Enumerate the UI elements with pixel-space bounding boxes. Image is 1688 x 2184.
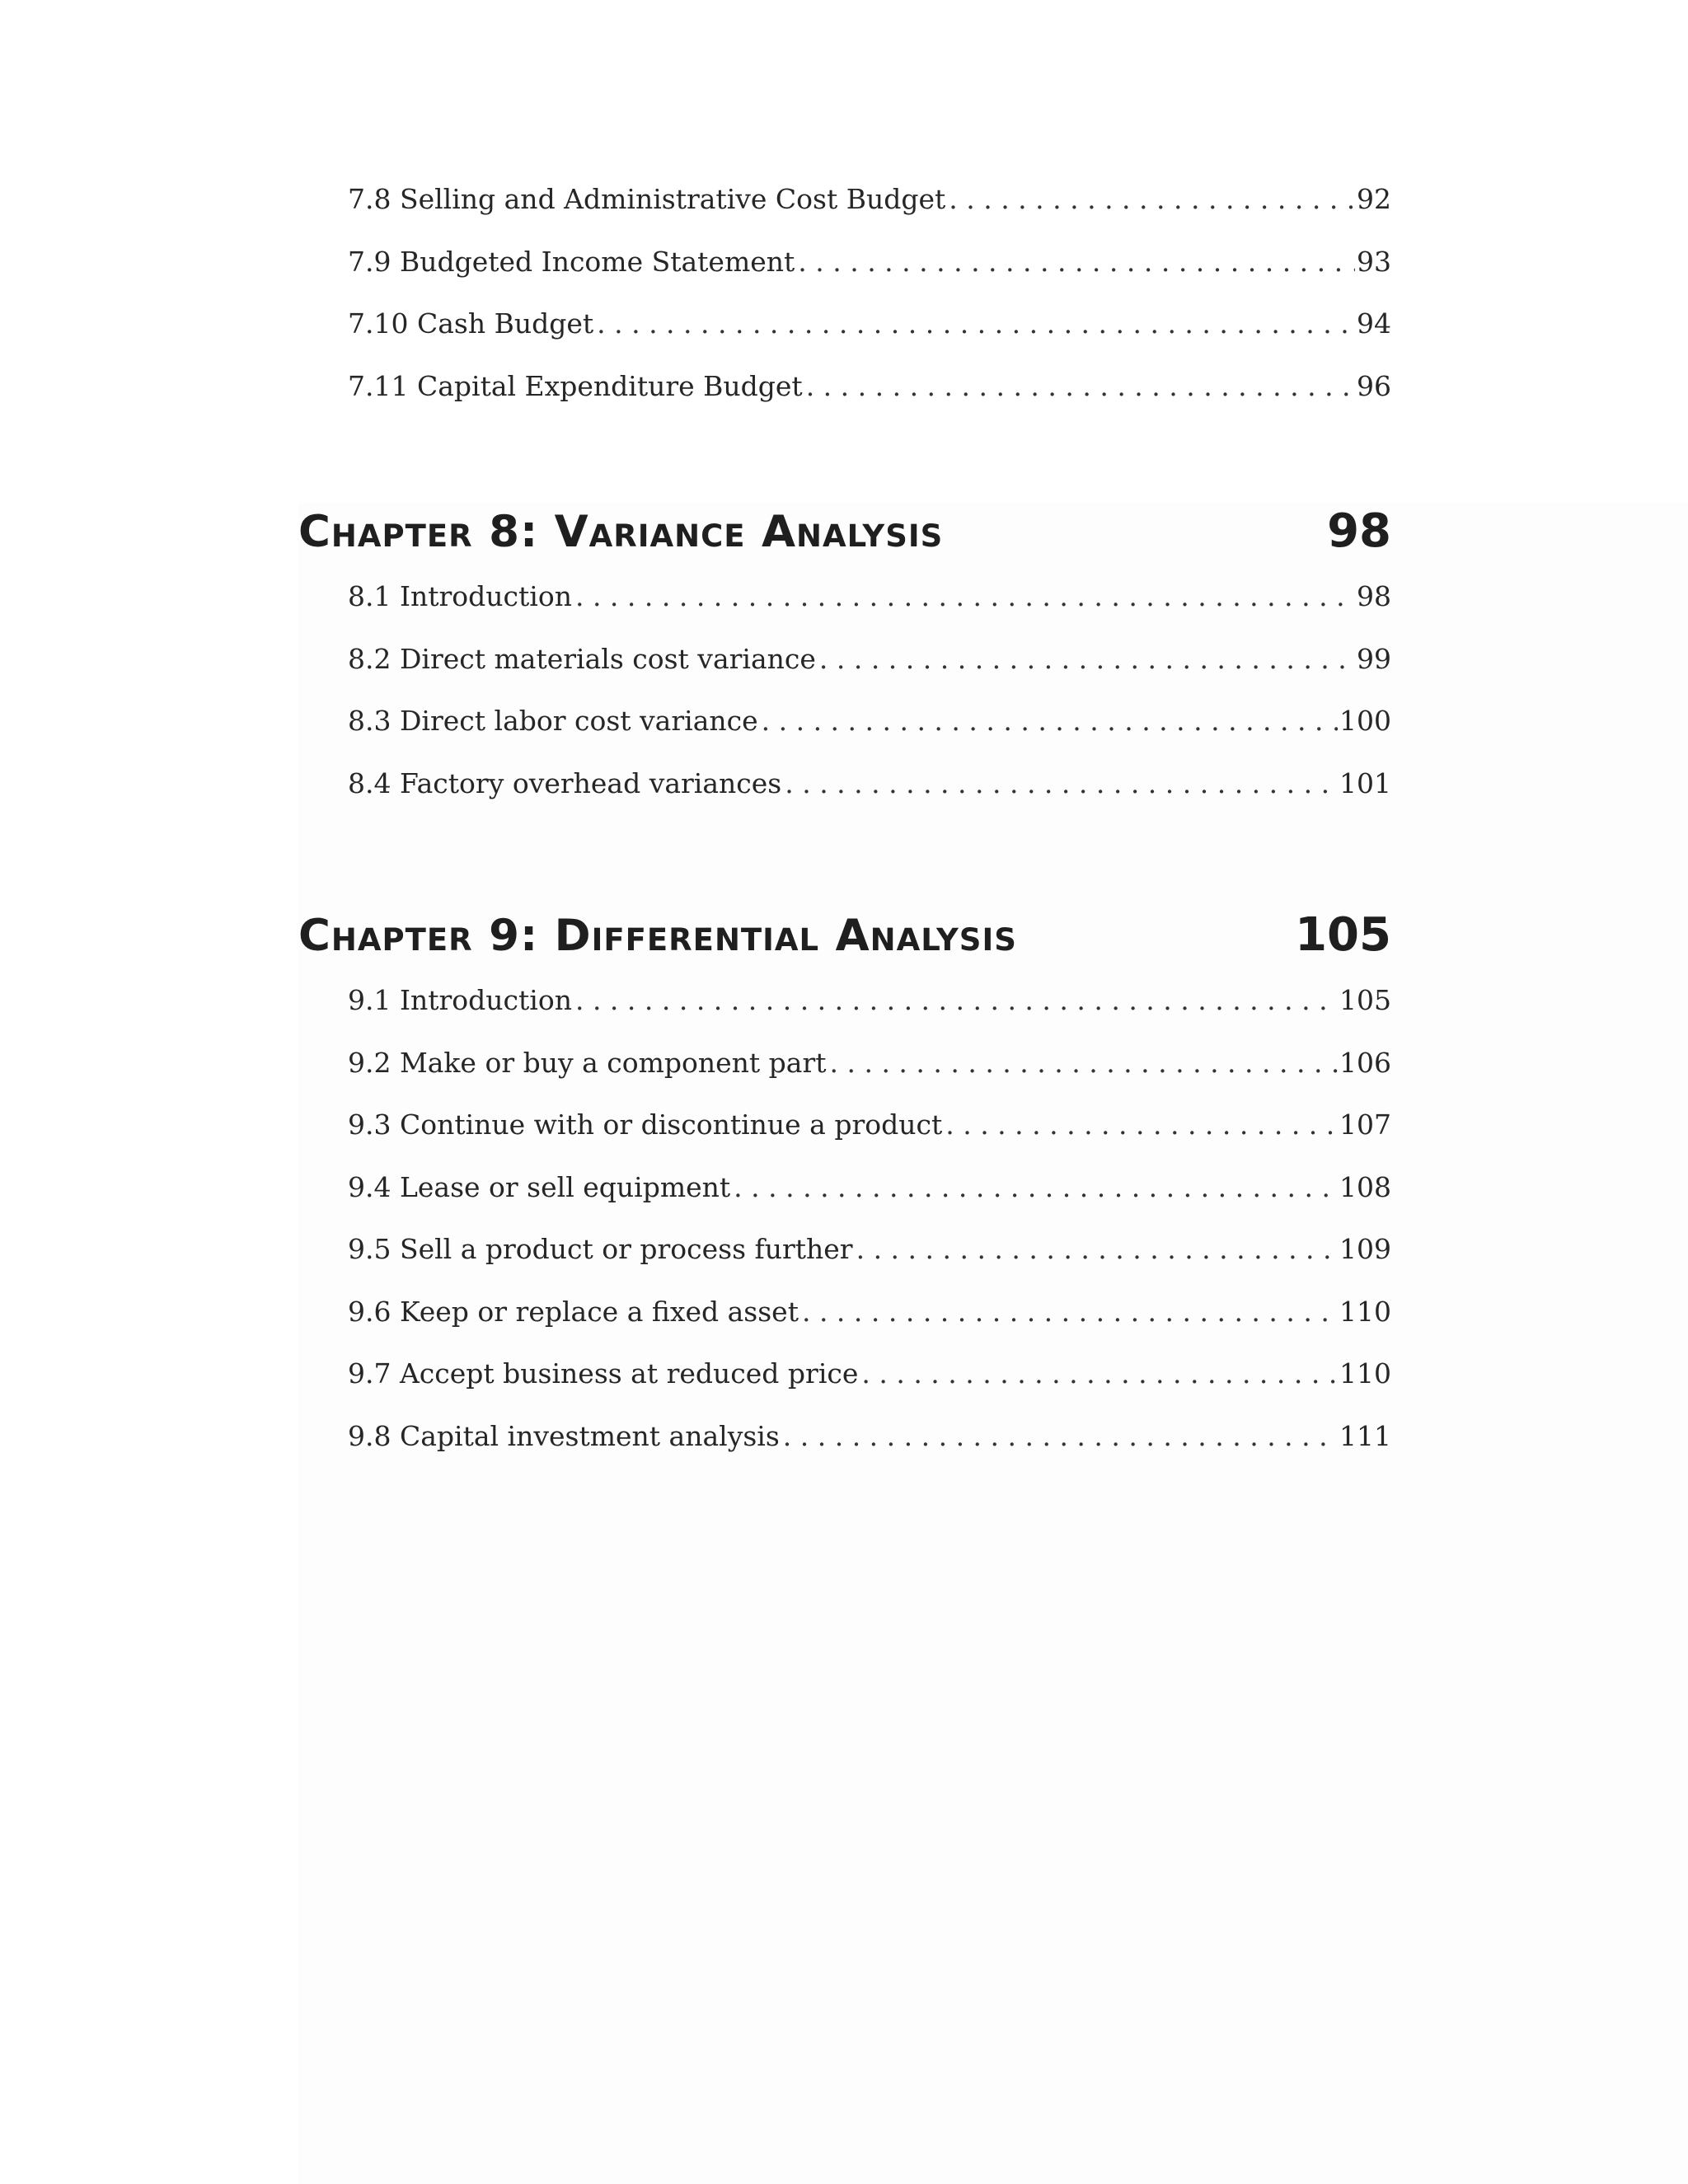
dot-leader (949, 183, 1355, 215)
chapter-page: 105 (1295, 908, 1391, 962)
toc-entry-page: 98 (1357, 580, 1391, 612)
dot-leader (806, 370, 1355, 402)
dot-leader (575, 984, 1338, 1016)
toc-entry[interactable] (348, 643, 1391, 705)
toc-entry-page: 108 (1339, 1170, 1391, 1203)
chapter-7-continuation (298, 183, 1391, 432)
toc-entry-title: 9.5 Sell a product or process further (348, 1233, 853, 1265)
toc-entry-title: 9.3 Continue with or discontinue a product (348, 1108, 943, 1141)
dot-leader (819, 643, 1355, 675)
dot-leader (802, 1296, 1338, 1328)
toc-entry-title: 9.4 Lease or sell equipment (348, 1170, 731, 1203)
toc-entry-page: 92 (1357, 183, 1391, 215)
toc-entry[interactable] (348, 767, 1391, 830)
chapter-9-section (298, 908, 1391, 1482)
toc-entry-page: 99 (1357, 642, 1391, 675)
toc-entry-page: 109 (1339, 1233, 1391, 1265)
toc-entry-title: 8.2 Direct materials cost variance (348, 642, 816, 675)
toc-entry-page: 111 (1339, 1419, 1391, 1452)
toc-entry[interactable] (348, 984, 1391, 1047)
dot-leader (945, 1108, 1338, 1141)
dot-leader (783, 1420, 1338, 1452)
toc-entry[interactable] (348, 1296, 1391, 1358)
toc-entry-page: 96 (1357, 369, 1391, 402)
chapter-8-section (298, 504, 1391, 829)
toc-entry[interactable] (348, 246, 1391, 308)
dot-leader (597, 307, 1355, 340)
dot-leader (861, 1357, 1338, 1390)
toc-entry-title: 7.11 Capital Expenditure Budget (348, 369, 803, 402)
chapter-heading[interactable] (298, 504, 1391, 579)
toc-entry-page: 101 (1339, 766, 1391, 799)
toc-entry[interactable] (348, 1357, 1391, 1420)
toc-entry[interactable] (348, 705, 1391, 767)
toc-entry-page: 106 (1339, 1046, 1391, 1079)
toc-entry-title: 7.9 Budgeted Income Statement (348, 245, 795, 278)
toc-entry-title: 7.8 Selling and Administrative Cost Budget (348, 183, 946, 215)
toc-entry[interactable] (348, 307, 1391, 370)
toc-entry-title: 9.6 Keep or replace a fixed asset (348, 1295, 799, 1328)
toc-entry-list (348, 984, 1441, 1482)
toc-entry-page: 110 (1339, 1295, 1391, 1328)
toc-entry-page: 105 (1339, 984, 1391, 1016)
dot-leader (762, 705, 1338, 737)
chapter-heading[interactable] (298, 908, 1391, 982)
dot-leader (798, 246, 1355, 278)
toc-entry-title: 8.3 Direct labor cost variance (348, 705, 758, 737)
toc-entry-title: 9.8 Capital investment analysis (348, 1419, 780, 1452)
dot-leader (734, 1171, 1338, 1203)
toc-entry[interactable] (348, 370, 1391, 433)
toc-entry-list (348, 183, 1441, 432)
toc-entry-page: 107 (1339, 1108, 1391, 1141)
dot-leader (856, 1233, 1338, 1265)
toc-entry-title: 8.4 Factory overhead variances (348, 766, 782, 799)
toc-entry-title: 9.1 Introduction (348, 984, 572, 1016)
toc-entry[interactable] (348, 1233, 1391, 1296)
dot-leader (785, 767, 1338, 799)
toc-entry-page: 93 (1357, 245, 1391, 278)
chapter-title: Chapter 8: Variance Analysis (298, 507, 944, 557)
toc-entry-page: 100 (1339, 705, 1391, 737)
chapter-page: 98 (1327, 504, 1391, 558)
toc-entry-title: 7.10 Cash Budget (348, 307, 594, 340)
toc-entry-title: 9.7 Accept business at reduced price (348, 1357, 859, 1390)
toc-entry[interactable] (348, 1171, 1391, 1234)
toc-entry[interactable] (348, 1108, 1391, 1171)
toc-entry[interactable] (348, 580, 1391, 643)
toc-entry[interactable] (348, 1047, 1391, 1109)
chapter-title: Chapter 9: Differential Analysis (298, 911, 1017, 961)
dot-leader (575, 580, 1355, 612)
toc-entry[interactable] (348, 1420, 1391, 1483)
toc-entry-title: 9.2 Make or buy a component part (348, 1046, 827, 1079)
toc-entry-title: 8.1 Introduction (348, 580, 572, 612)
dot-leader (830, 1047, 1338, 1079)
toc-entry-page: 94 (1357, 307, 1391, 340)
toc-entry-list (348, 580, 1441, 829)
toc-entry-page: 110 (1339, 1357, 1391, 1390)
toc-entry[interactable] (348, 183, 1391, 246)
